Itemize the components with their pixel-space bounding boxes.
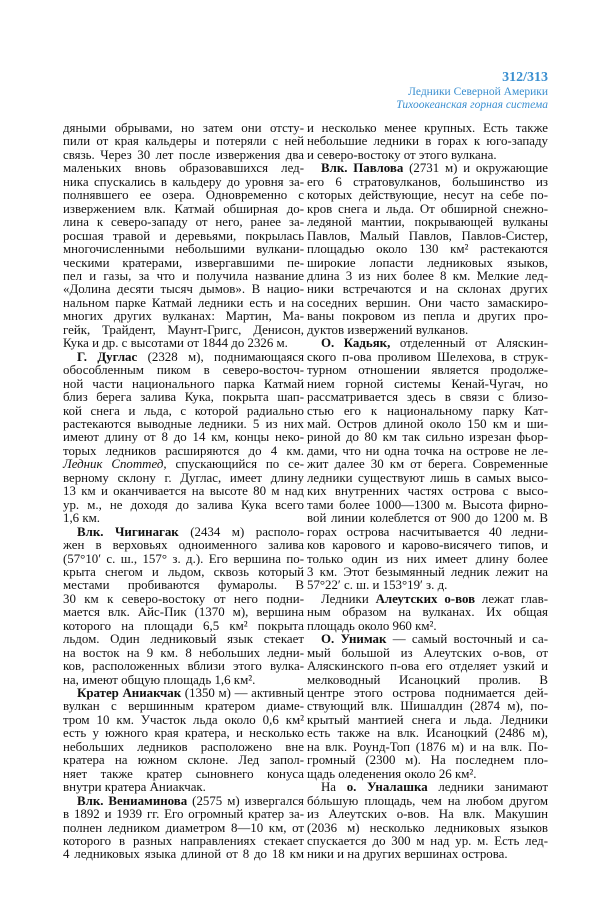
text-line: дуктов извержений вулканов.	[307, 322, 469, 337]
text-line: ным образом на вулканах. Их общая	[307, 605, 548, 620]
text-line: май. Остров длиной около 150 км и ши-	[307, 416, 548, 431]
text-line: турном отношении является продолже-	[307, 363, 548, 378]
paragraph	[63, 795, 304, 862]
text-line: жен в верховьях одноименного залива	[63, 538, 304, 553]
text-line: Кука и др. с высотами от 1844 до 2326 м.	[63, 336, 288, 351]
paragraph	[63, 351, 304, 526]
text-line	[63, 795, 304, 808]
text-line: из Алеутских о-вов. На влк. Макушин	[307, 807, 548, 822]
paragraph	[307, 162, 548, 337]
left-text-column	[63, 122, 304, 862]
text-line: мелководный Исаноцкий пролив. В	[307, 672, 548, 687]
bold-term: О. Унимак	[321, 632, 387, 647]
text-line: тами более 1000—1300 м. Высота фирно-	[307, 497, 548, 512]
text-line: бóльшую площадь, чем на любом другом	[307, 793, 548, 808]
bold-term: Влк. Павлова	[321, 161, 404, 176]
text-line: его 6 стратовулканов, большинство из	[307, 174, 548, 189]
text-line: ского п-ова проливом Шелехова, в струк-	[307, 349, 548, 364]
text-line: лина к северо-западу от него, ранее за-	[63, 215, 304, 230]
text-line: ких внутренних частях острова с высо-	[307, 484, 548, 499]
text-line: 30 км к северо-востоку от него подни-	[63, 591, 304, 606]
text-line: 57°22′ с. ш. и 153°19′ з. д.	[307, 578, 448, 593]
text-line: связь. Через 30 лет после извержения два	[63, 147, 304, 162]
text-line: небольшие ледники в горах к юго-западу	[307, 134, 548, 149]
text-line: площадью около 130 км² растекаются	[307, 242, 548, 257]
text-line: риной до 80 км так сильно изрезан фьор-	[307, 430, 548, 445]
text-line: Павлов, Малый Павлов, Павлов-Систер,	[307, 228, 548, 243]
text-line: небольших ледников расположено вне	[63, 739, 304, 754]
text-line: полнен ледником диаметром 8—10 км, от	[63, 820, 304, 835]
text-line: полнявшего ее озера. Одновременно с	[63, 188, 304, 203]
text-line: жит далее 30 км от берега. Современные	[307, 457, 548, 472]
text-line: громный (2300 м). На последнем пло-	[307, 753, 548, 768]
text-line: Аляскинского п-ова его отделяет узкий и	[307, 659, 548, 674]
text-line: кратера на южном склоне. Лед запол-	[63, 753, 304, 768]
text-line: гейк, Трайдент, Маунт-Григс, Денисон,	[63, 322, 304, 337]
text-run: ледники занимают	[427, 780, 548, 795]
text-line	[307, 633, 548, 646]
paragraph	[307, 781, 548, 862]
subsection-title: Тихоокеанская горная система	[396, 99, 548, 111]
text-line: которых действующие, несут на себе по-	[307, 188, 548, 203]
text-line: 1,6 км.	[63, 511, 100, 526]
paragraph	[63, 526, 304, 687]
text-line: многих других вулканах: Мартин, Ма-	[63, 309, 304, 324]
text-run: (2328 м), поднимающаяся	[137, 349, 304, 364]
text-run: — самый восточный и са-	[386, 632, 548, 647]
text-line: соседних вершин. Они часто замаскиро-	[307, 295, 548, 310]
paragraph	[63, 122, 304, 351]
text-line: верному склону г. Дуглас, имеет длину	[63, 470, 304, 485]
text-line: вулкан с вершинным кратером диаме-	[63, 699, 304, 714]
bold-term: о. Уналашка	[346, 780, 428, 795]
text-line: торых ледников расширяются до 4 км.	[63, 443, 304, 458]
text-line: в 1892 и 1939 гг. Его огромный кратер за-	[63, 807, 304, 822]
section-title: Ледники Северной Америки	[408, 86, 548, 98]
text-line	[63, 351, 304, 364]
text-line: ники встречаются и на склонах других	[307, 282, 548, 297]
text-line: пел и газы, за что и получила название	[63, 268, 304, 283]
text-line: 13 км и оканчивается на высоте 80 м над	[63, 484, 304, 499]
italic-term: Ледник Споттед,	[63, 457, 167, 472]
text-line	[307, 337, 548, 350]
text-line: вой линии колеблется от 900 до 1200 м. В	[307, 511, 548, 526]
text-line: ков, расположенных вблизи этого вулка-	[63, 659, 304, 674]
text-line: (57°10′ с. ш., 157° з. д.). Его вершина по-	[63, 551, 304, 566]
text-line: крыта снегом и льдом, сквозь который	[63, 564, 304, 579]
text-line: льдом. Один ледниковый язык стекает	[63, 632, 304, 647]
text-line: стью его к национальному парку Кат-	[307, 403, 548, 418]
bold-term: О. Кадьяк,	[321, 336, 391, 351]
text-line: на, имеют общую площадь 1,6 км².	[63, 672, 256, 687]
running-header	[396, 70, 548, 112]
text-line: маленьких вновь образовавшихся лед-	[63, 161, 304, 176]
right-text-column	[307, 122, 548, 862]
text-line: горах острова насчитывается 40 ледни-	[307, 524, 548, 539]
text-line: мый большой из Алеутских о-вов, от	[307, 645, 548, 660]
text-line: которого в разных направлениях стекает	[63, 834, 304, 849]
text-line: имеют длину от 8 до 14 км, концы неко-	[63, 430, 304, 445]
text-run: отделенный от Аляскин-	[390, 336, 548, 351]
text-run: Ледники	[321, 591, 376, 606]
text-line: местами пробиваются фумаролы. В	[63, 578, 304, 593]
text-line	[307, 162, 548, 175]
text-line: широкие лопасти ледниковых языков,	[307, 255, 548, 270]
text-line: есть у южного края кратера, и несколько	[63, 726, 304, 741]
text-line: щадь оледенения около 26 км².	[307, 766, 477, 781]
text-line: кров снега и льда. От обширной снежно-	[307, 201, 548, 216]
text-line: площадь около 960 км².	[307, 618, 437, 633]
text-line: ческими кратерами, извергавшими пе-	[63, 255, 304, 270]
text-line: спускается до 300 м над ур. м. Есть лед-	[307, 834, 548, 849]
text-line: и северо-востоку от этого вулкана.	[307, 147, 497, 162]
text-line: есть также на влк. Исаноцкий (2486 м),	[307, 726, 548, 741]
paragraph	[307, 122, 548, 162]
text-line	[63, 458, 304, 471]
text-line: дами, что ни одна точка на острове не ле-	[307, 443, 548, 458]
text-line: кой снега и льда, с которой радиально	[63, 403, 304, 418]
text-run: (2731 м) и окружающие	[403, 161, 548, 176]
bold-term: Влк. Чигинагак	[77, 524, 179, 539]
text-line: ур. м., не доходя до залива Кука всего	[63, 497, 304, 512]
text-line: длина 3 из них более 8 км. Мелкие лед-	[307, 268, 548, 283]
text-run: лежат глав-	[475, 591, 548, 606]
text-line	[63, 687, 304, 700]
text-line: ледники существуют лишь в самых высо-	[307, 470, 548, 485]
text-line: и несколько менее крупных. Есть также	[307, 121, 548, 135]
text-line: мается влк. Айс-Пик (1370 м), вершина	[63, 605, 304, 620]
text-line: растекаются выводные ледники. 5 из них	[63, 416, 304, 431]
text-run: спускающийся по се-	[166, 457, 304, 472]
text-line: ной части национального парка Катмай	[63, 376, 304, 391]
text-line: ков карового и карово-висячего типов, и	[307, 538, 548, 553]
page-numbers: 312/313	[502, 70, 548, 85]
text-line: на восток на 9 км. 8 небольших ледни-	[63, 645, 304, 660]
text-line: 4 ледниковых языка длиной от 8 до 18 км	[63, 847, 304, 862]
text-line: близ берега залива Кука, покрыта шап-	[63, 390, 304, 405]
text-line	[307, 593, 548, 606]
bold-term: Влк. Вениаминова	[77, 793, 188, 808]
text-line: многочисленными небольшими вулкани-	[63, 242, 304, 257]
text-line: «Долина десяти тысяч дымов». В нацио-	[63, 282, 304, 297]
text-line: нальном парке Катмай ледники есть и на	[63, 295, 304, 310]
text-run: (2575 м) извергался	[187, 793, 304, 808]
bold-term: Алеутских о-вов	[375, 591, 476, 606]
paragraph	[307, 337, 548, 593]
text-line: только один из них имеет длину более	[307, 551, 548, 566]
text-line: извержением влк. Катмай обширная до-	[63, 201, 304, 216]
text-line	[63, 526, 304, 539]
text-line: обособленным пиком в северо-восточ-	[63, 363, 304, 378]
paragraph	[307, 633, 548, 781]
text-line: которого на площади 6,5 км² покрыта	[63, 618, 304, 633]
text-line: пили от края кальдеры и потеряли с ней	[63, 134, 304, 149]
paragraph	[307, 593, 548, 633]
text-line: дяными обрывами, но затем они отсту-	[63, 121, 304, 135]
text-line: рассматривается здесь в связи с близо-	[307, 390, 548, 405]
text-run: (1350 м) — активный	[181, 686, 305, 701]
text-line: ледяной мантии, покрывающей вулканы	[307, 215, 548, 230]
text-line: ваны покровом из пепла и других про-	[307, 309, 548, 324]
text-line: нием горной системы Кенай-Чугач, но	[307, 376, 548, 391]
text-line: няет также кратер сыновнего конуса	[63, 766, 304, 781]
paragraph	[63, 687, 304, 795]
text-line: ника спускались в кальдеру до уровня за-	[63, 174, 304, 189]
text-line: росшая травой и деревьями, покрылась	[63, 228, 304, 243]
text-line	[307, 781, 548, 794]
text-line: (2036 м) несколько ледниковых языков	[307, 820, 548, 835]
text-line: тром 10 км. Участок льда около 0,6 км²	[63, 712, 304, 727]
text-line: ники и на других вершинах острова.	[307, 847, 508, 862]
text-line: на влк. Роунд-Топ (1876 м) и на влк. По-	[307, 739, 548, 754]
bold-term: Кратер Аниакчак	[77, 686, 182, 701]
text-line: центре этого острова поднимается дей-	[307, 686, 548, 701]
text-run: (2434 м) располо-	[178, 524, 304, 539]
text-run: На	[321, 780, 347, 795]
text-line: ствующий влк. Шишалдин (2874 м), по-	[307, 699, 548, 714]
text-line: крытый мантией снега и льда. Ледники	[307, 712, 548, 727]
text-line: 3 км. Этот безымянный ледник лежит на	[307, 564, 548, 579]
text-line: внутри кратера Аниакчак.	[63, 780, 206, 795]
bold-term: Г. Дуглас	[77, 349, 138, 364]
